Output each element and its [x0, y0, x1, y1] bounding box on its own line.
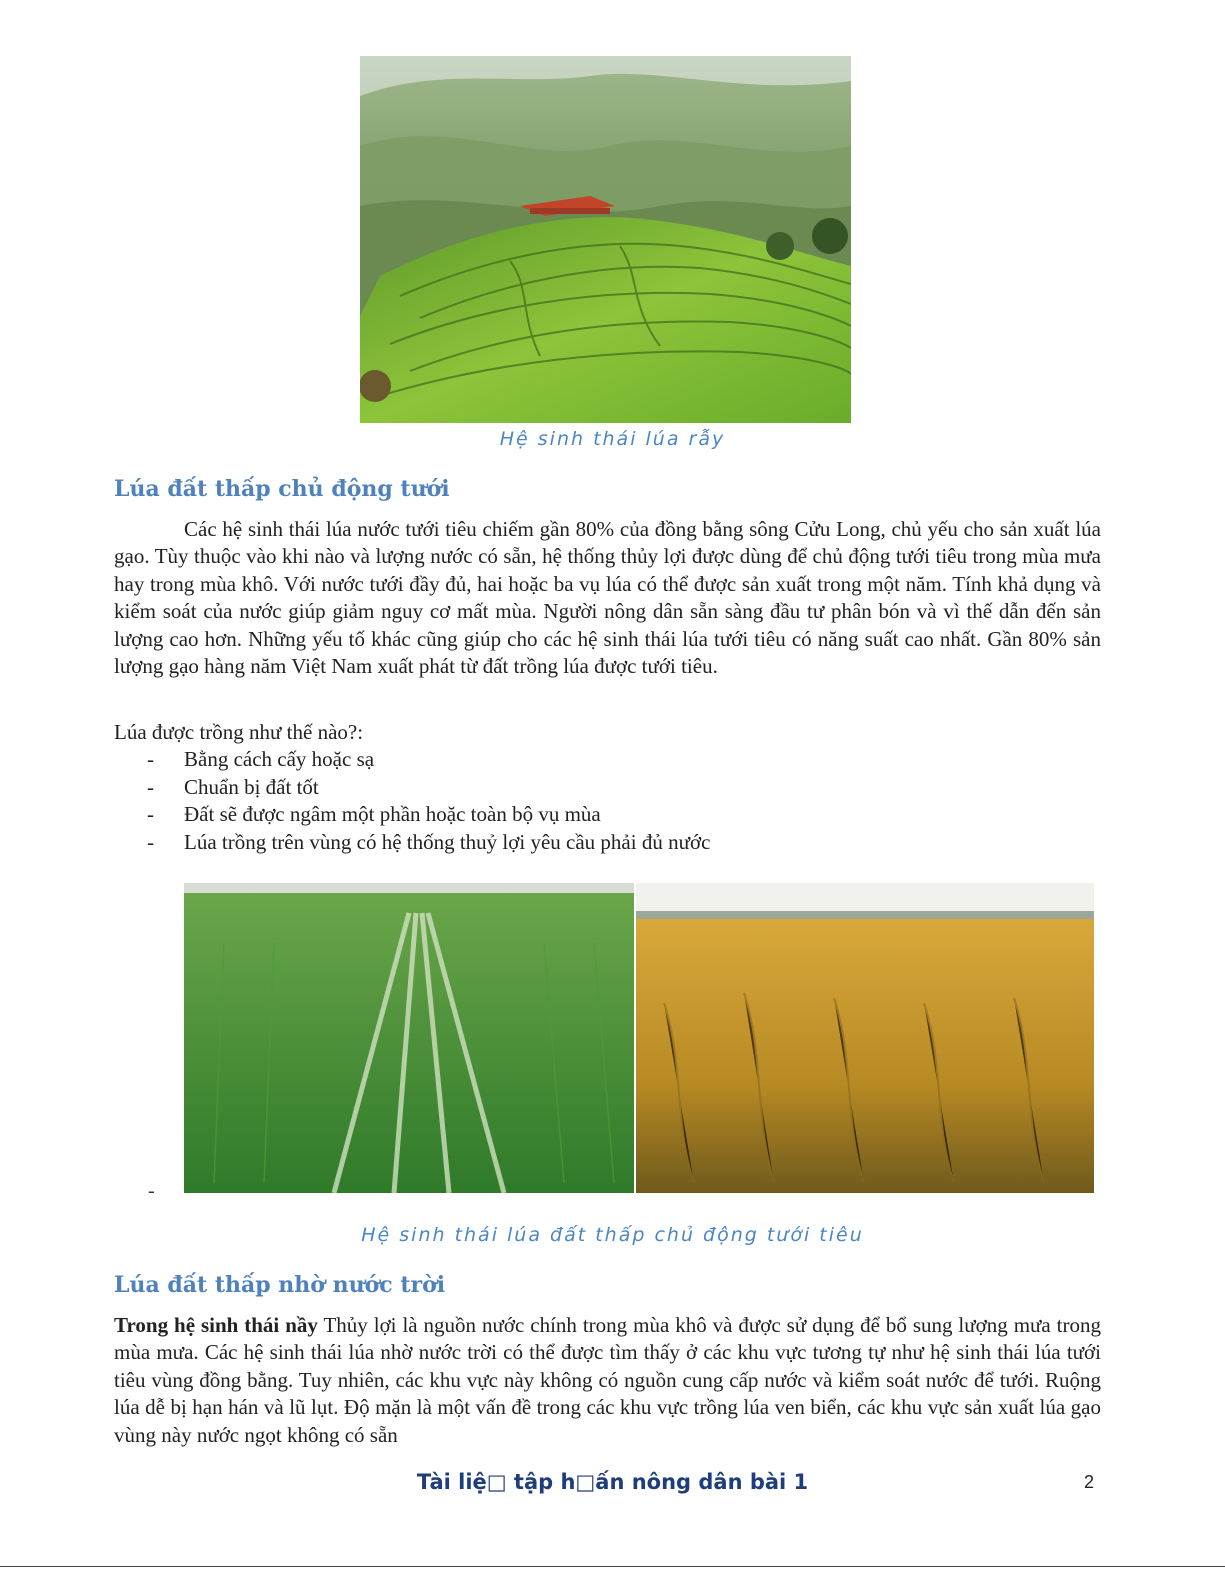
list-marker: - — [147, 774, 154, 799]
footer-title: Tài liệ□ tập h□ấn nông dân bài 1 — [416, 1470, 809, 1494]
list-item — [114, 801, 710, 828]
list-marker: - — [147, 829, 154, 854]
list-item-text: Lúa trồng trên vùng có hệ thống thuỷ lợi yêu cầu phải đủ nước — [184, 829, 711, 854]
list-item-text: Đất sẽ được ngâm một phần hoặc toàn bộ vụ mùa — [184, 802, 601, 827]
list-item — [114, 829, 710, 856]
paragraph-lead: Trong hệ sinh thái nầy — [114, 1313, 318, 1337]
planting-list — [114, 719, 710, 856]
page-number: 2 — [1084, 1472, 1095, 1492]
list-item-text: Chuẩn bị đất tốt — [184, 774, 319, 799]
paragraph-rainfed-text: Thủy lợi là nguồn nước chính trong mùa khô và được sử dụng để bổ sung lượng mưa trong mùa mưa. Các hệ sinh thái lúa nhờ nước trời có thể được tìm thấy ở các khu vực tương tự như hệ sinh thái lúa tưới tiêu vùng đồng bằng. Tuy nhiên, các khu vực này không có nguồn cung cấp nước và kiểm soát nước để tưới. Ruộng lúa dễ bị hạn hán và lũ lụt. Độ mặn là một vấn đề trong các khu vực trồng lúa ven biển, các khu vực sản xuất lúa gạo vùng này nước ngọt không có sẵn — [114, 1313, 1102, 1447]
list-intro: Lúa được trồng như thế nào?: — [114, 720, 364, 744]
paragraph-rainfed — [114, 1312, 1101, 1449]
list-marker: - — [147, 747, 154, 772]
terraced-rice-photo — [360, 56, 851, 423]
stray-mark: - — [148, 1180, 155, 1202]
list-item — [114, 746, 710, 773]
paragraph-irrigated-text: Các hệ sinh thái lúa nước tưới tiêu chiếm gần 80% của đồng bằng sông Cửu Long, chủ yếu cho sản xuất lúa gạo. Tùy thuộc vào khi nào và lượng nước có sẵn, hệ thống thủy lợi được dùng để chủ động tưới tiêu trong mùa mưa hay trong mùa khô. Với nước tưới đầy đủ, hai hoặc ba vụ lúa có thể được sản xuất trong một năm. Tính khả dụng và kiểm soát của nước giúp giảm nguy cơ mất mùa. Người nông dân sẵn sàng đầu tư phân bón và vì thế dẫn đến sản lượng cao hơn. Những yếu tố khác cũng giúp cho các hệ sinh thái lúa tưới tiêu có năng suất cao nhất. Gần 80% sản lượng gạo hàng năm Việt Nam xuất phát từ đất trồng lúa được tưới tiêu. — [114, 517, 1101, 679]
list-item — [114, 774, 710, 801]
list-marker: - — [147, 802, 154, 827]
list-item-text: Bằng cách cấy hoặc sạ — [184, 747, 375, 772]
section-heading-irrigated: Lúa đất thấp chủ động tưới — [114, 476, 450, 502]
paragraph-irrigated — [114, 516, 1101, 680]
paddy-fields-photo — [184, 883, 1094, 1193]
section-heading-rainfed: Lúa đất thấp nhờ nước trời — [114, 1272, 446, 1298]
bottom-rule — [0, 1566, 1225, 1567]
figure-caption-mid: Hệ sinh thái lúa đất thấp chủ động tưới tiêu — [361, 1224, 864, 1246]
figure-caption-top: Hệ sinh thái lúa rẫy — [499, 428, 726, 450]
